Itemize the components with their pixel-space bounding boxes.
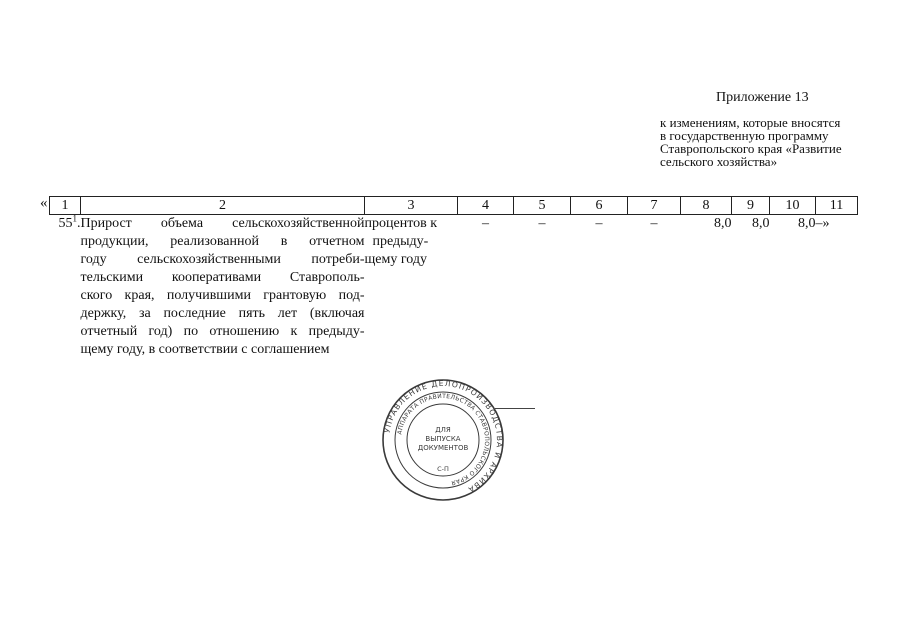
value-col-5: – xyxy=(538,216,546,231)
table-header-row xyxy=(50,197,858,215)
value-col-9: 8,0 xyxy=(752,216,770,231)
indicator-line: продукции, реализованной в отчетном xyxy=(80,234,365,249)
appendix-subtitle xyxy=(660,116,872,168)
unit-line: щему году xyxy=(364,252,427,267)
column-header: 3 xyxy=(365,197,458,215)
stamp-outer-text: УПРАВЛЕНИЕ ДЕЛОПРОИЗВОДСТВА И АРХИВА xyxy=(382,378,505,495)
unit-line: процентов к xyxy=(364,216,438,231)
row-number-suffix: . xyxy=(77,216,81,231)
value-col-10: 8,0 xyxy=(798,216,816,231)
indicators-table xyxy=(49,196,858,359)
value-col-11: –» xyxy=(815,216,830,231)
value-col-8: 8,0 xyxy=(714,216,732,231)
unit-of-measure xyxy=(365,215,458,360)
indicator-line: году сельскохозяйственными потреби- xyxy=(80,252,365,267)
column-header: 9 xyxy=(732,197,770,215)
table-row xyxy=(50,215,858,360)
column-header: 10 xyxy=(770,197,816,215)
stamp-code: С-П xyxy=(437,465,449,473)
appendix-subtitle-line: сельского хозяйства» xyxy=(660,154,778,169)
column-header: 5 xyxy=(514,197,571,215)
indicator-line: держку, за последние пять лет (включая xyxy=(80,306,365,321)
appendix-subtitle-line: Ставропольского края «Развитие xyxy=(660,141,842,156)
row-number xyxy=(50,215,81,360)
opening-quote: « xyxy=(40,195,48,211)
column-header: 6 xyxy=(571,197,628,215)
stamp-center-line: ДОКУМЕНТОВ xyxy=(417,444,469,452)
row-number-superscript: 1 xyxy=(72,213,77,224)
indicator-line: отчетный год) по отношению к предыду- xyxy=(80,324,365,339)
stamp-inner-text: АППАРАТА ПРАВИТЕЛЬСТВА СТАВРОПОЛЬСКОГО КРАЯ xyxy=(396,392,491,487)
appendix-title: Приложение 13 xyxy=(716,90,809,105)
unit-line: предыду- xyxy=(372,234,429,249)
column-header: 1 xyxy=(50,197,81,215)
indicator-name xyxy=(81,215,365,360)
indicator-line: Прирост объема сельскохозяйственной xyxy=(80,216,365,231)
appendix-subtitle-line: к изменениям, которые вносятся xyxy=(660,115,841,130)
column-header: 7 xyxy=(628,197,681,215)
column-header: 4 xyxy=(458,197,514,215)
indicator-line: ского края, получившими грантовую под- xyxy=(80,288,365,303)
appendix-subtitle-line: в государственную программу xyxy=(660,128,829,143)
value-col-7: – xyxy=(650,216,658,231)
column-header: 2 xyxy=(81,197,365,215)
value-col-4: – xyxy=(482,216,489,231)
indicator-line: тельскими кооперативами Ставрополь- xyxy=(80,270,365,285)
value-col-6: – xyxy=(595,216,603,231)
official-stamp xyxy=(381,378,505,502)
column-header: 8 xyxy=(681,197,732,215)
stamp-center-line: ВЫПУСКА xyxy=(425,435,461,443)
row-number-value: 55 xyxy=(58,216,73,231)
column-header: 11 xyxy=(816,197,858,215)
indicator-line: щему году, в соответствии с соглашением xyxy=(80,342,330,357)
stamp-center-line: ДЛЯ xyxy=(435,426,451,434)
